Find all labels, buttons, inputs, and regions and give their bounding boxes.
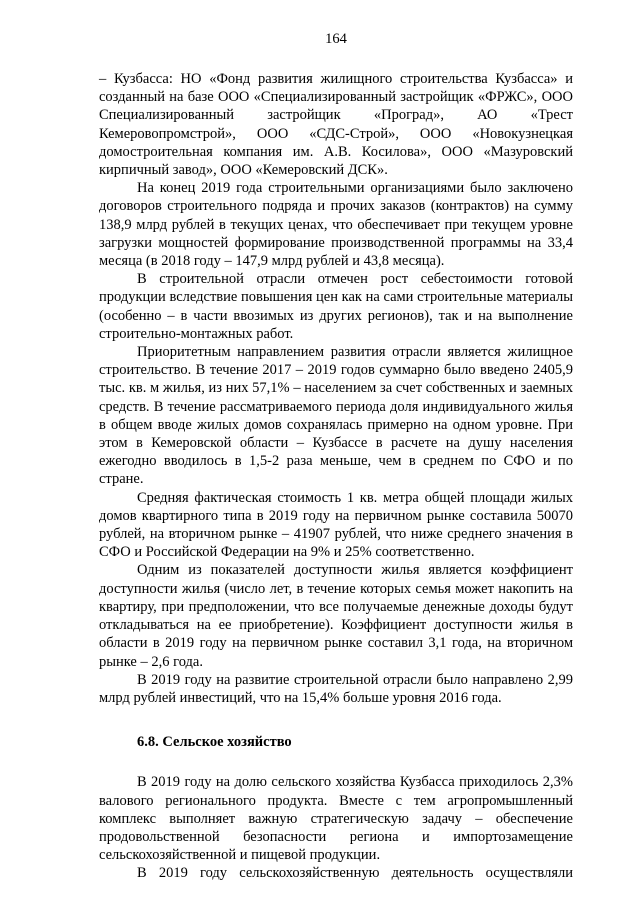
paragraph-agriculture-activity: В 2019 году сельскохозяйственную деятельность осуществляли <box>137 865 573 882</box>
section-heading-agriculture: 6.8. Сельское хозяйство <box>137 734 292 751</box>
paragraph-housing-construction: Приоритетным направлением развития отрасли является жилищное строительство. В течение 2017 – 2019 годов суммарно было введено 2405,9 тыс. кв. м жилья, из них 57,1% – населением за счет собственных и заемных средств. В течение рассматриваемого периода доля индивидуального жилья в общем вводе жилых домов сохранялась примерно на одном уровне. При этом в Кемеровской области – Кузбассе в расчете на душу населения ежегодно вводилось в 1,5-2 раза меньше, чем в среднем по СФО и по стране. <box>99 344 573 488</box>
paragraph-agriculture-share: В 2019 году на долю сельского хозяйства Кузбасса приходилось 2,3% валового регионального продукта. Вместе с тем агропромышленный комплекс выполняет важную стратегическую задачу – обеспечение продовольственной безопасности региона и импортозамещение сельскохозяйственной и пищевой продукции. <box>99 774 573 864</box>
page-number: 164 <box>325 31 347 47</box>
paragraph-cost-growth: В строительной отрасли отмечен рост себестоимости готовой продукции вследствие повышения цен как на сами строительные материалы (особенно – в части ввозимых из других регионов), так и на выполнение строительно-монтажных работ. <box>99 271 573 342</box>
paragraph-developers-list: – Кузбасса: НО «Фонд развития жилищного строительства Кузбасса» и созданный на базе ООО «Специализированный застройщик «ФРЖС», ООО Специализированный застройщик «Проград», АО «Трест Кемеровопромстрой», ООО «СДС-Строй», ООО «Новокузнецкая домостроительная компания им. А.В. Косилова», ООО «Мазуровский кирпичный завод», ООО «Кемеровский ДСК». <box>99 71 573 179</box>
document-body <box>99 70 573 883</box>
paragraph-housing-price: Средняя фактическая стоимость 1 кв. метра общей площади жилых домов квартирного типа в 2019 году на первичном рынке составила 50070 рублей, на вторичном рынке – 41907 рублей, что ниже среднего значения в СФО и Российской Федерации на 9% и 25% соответственно. <box>99 489 573 561</box>
paragraph-construction-investment: В 2019 году на развитие строительной отрасли было направлено 2,99 млрд рублей инвестиций, что на 15,4% больше уровня 2016 года. <box>99 671 573 706</box>
paragraph-housing-affordability: Одним из показателей доступности жилья является коэффициент доступности жилья (число лет, в течение которых семья может накопить на квартиру, при предположении, что все получаемые денежные доходы будут откладываться на ее приобретение). Коэффициент доступности жилья в области в 2019 году на первичном рынке составил 3,1 года, на вторичном рынке – 2,6 года. <box>99 562 573 670</box>
paragraph-construction-contracts: На конец 2019 года строительными организациями было заключено договоров строительного подряда и прочих заказов (контрактов) на сумму 138,9 млрд рублей в текущих ценах, что обеспечивает при текущем уровне загрузки мощностей формирование производственной программы на 33,4 месяца (в 2018 году – 147,9 млрд рублей и 43,8 месяца). <box>99 180 573 270</box>
document-page <box>99 0 573 905</box>
